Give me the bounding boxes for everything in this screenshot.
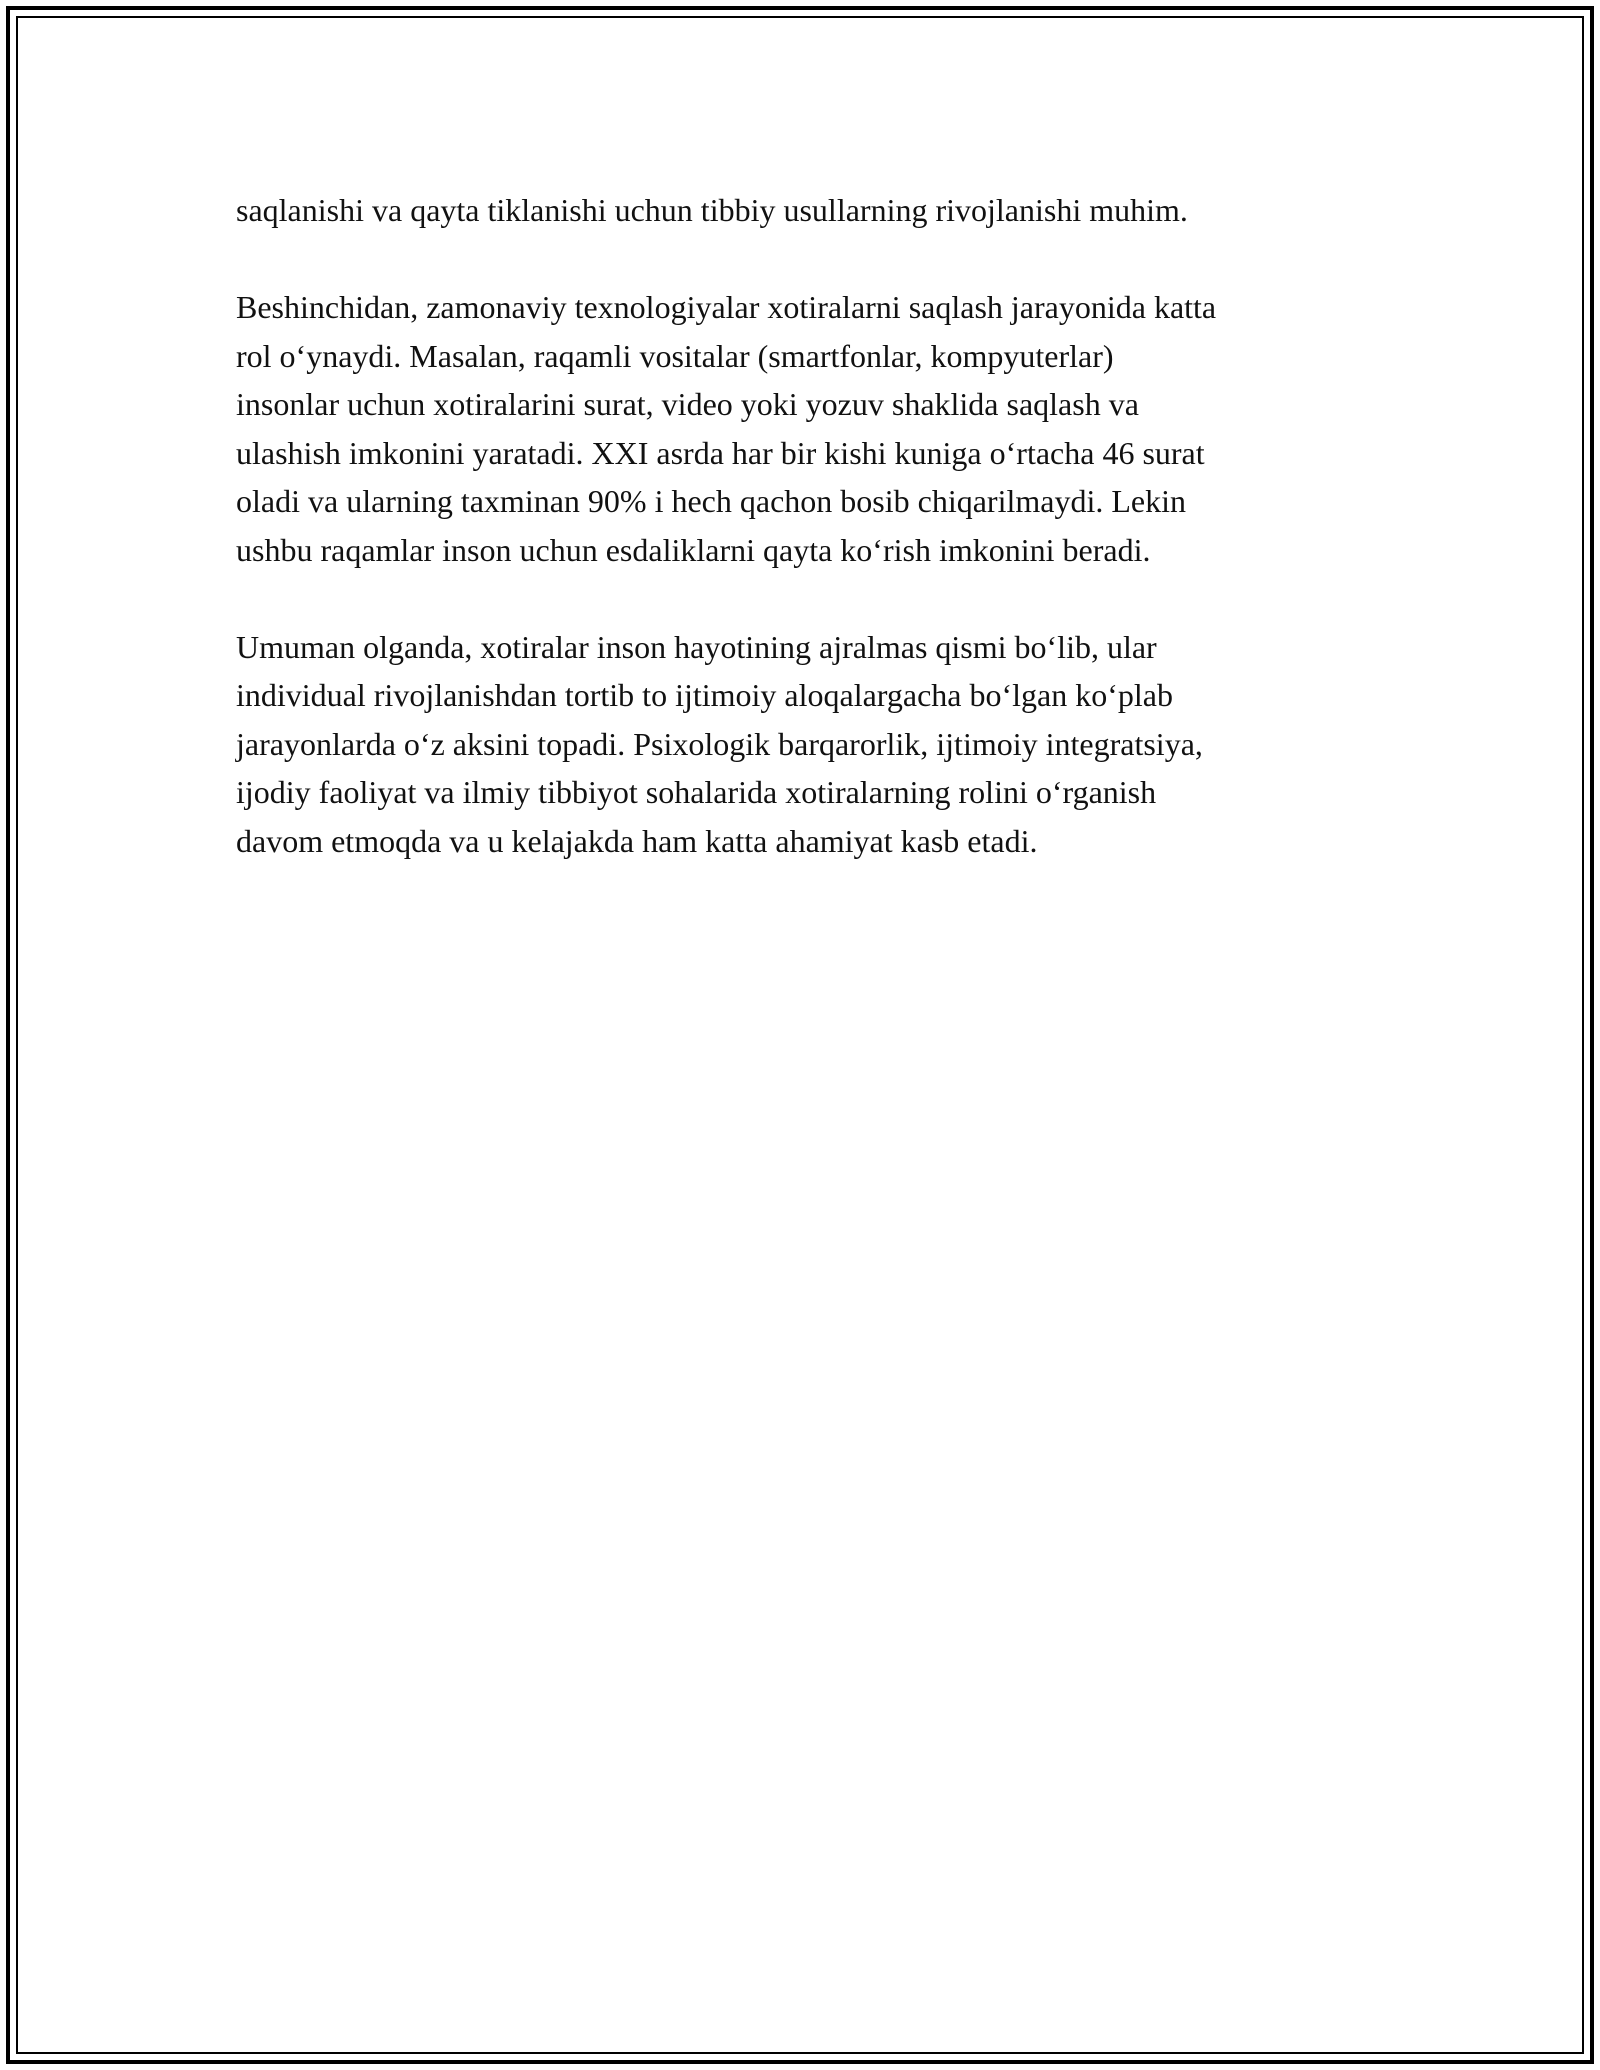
text-line: Umuman olganda, xotiralar inson hayotining ajralmas qismi bo‘lib, ular <box>236 628 1157 665</box>
document-body <box>236 186 1376 914</box>
text-line: oladi va ularning taxminan 90% i hech qachon bosib chiqarilmaydi. Lekin <box>236 483 1186 519</box>
paragraph-1 <box>236 186 1376 235</box>
text-line: ulashish imkonini yaratadi. XXI asrda har bir kishi kuniga o‘rtacha 46 surat <box>236 434 1205 471</box>
text-line: davom etmoqda va u kelajakda ham katta ahamiyat kasb etadi. <box>236 822 1038 859</box>
paragraph-3 <box>236 623 1376 866</box>
text-line: saqlanishi va qayta tiklanishi uchun tibbiy usullarning rivojlanishi muhim. <box>236 192 1188 228</box>
text-line: rol o‘ynaydi. Masalan, raqamli vositalar (smartfonlar, kompyuterlar) <box>236 337 1114 374</box>
text-line: Beshinchidan, zamonaviy texnologiyalar xotiralarni saqlash jarayonida katta <box>236 289 1217 325</box>
paragraph-2 <box>236 283 1376 574</box>
text-line: jarayonlarda o‘z aksini topadi. Psixologik barqarorlik, ijtimoiy integratsiya, <box>236 725 1203 762</box>
text-line: ushbu raqamlar inson uchun esdaliklarni qayta ko‘rish imkonini beradi. <box>236 531 1151 568</box>
text-line: individual rivojlanishdan tortib to ijtimoiy aloqalargacha bo‘lgan ko‘plab <box>236 677 1173 713</box>
text-line: insonlar uchun xotiralarini surat, video yoki yozuv shaklida saqlash va <box>236 386 1139 422</box>
text-line: ijodiy faoliyat va ilmiy tibbiyot sohalarida xotiralarning rolini o‘rganish <box>236 774 1157 810</box>
